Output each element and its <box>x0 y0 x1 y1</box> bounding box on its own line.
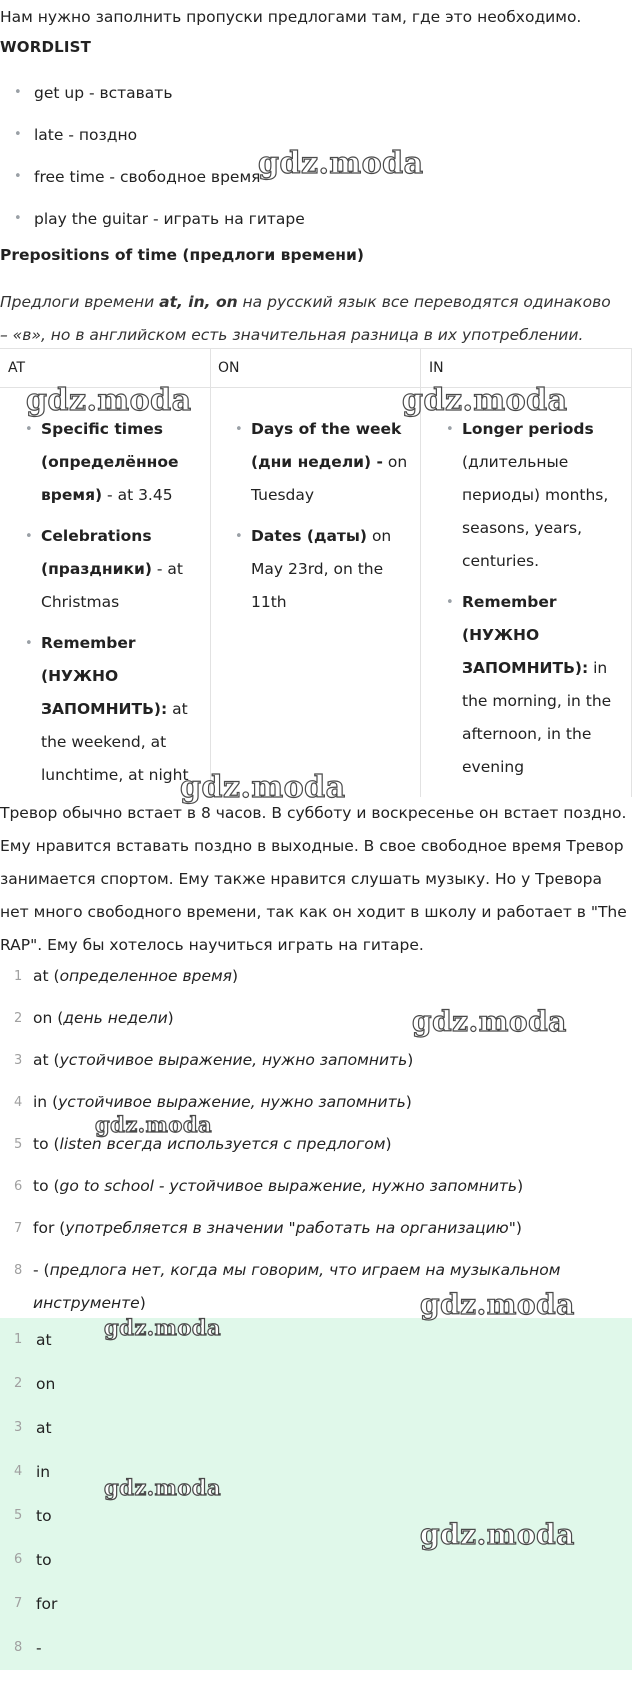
short-answer-value: to <box>36 1507 52 1525</box>
watermark: gdz.moda <box>412 1005 567 1038</box>
item-text: on Tuesday <box>251 453 408 504</box>
table-item <box>0 520 200 619</box>
short-answer-value: for <box>36 1595 58 1613</box>
table-item <box>210 413 410 512</box>
short-answer-item <box>0 1406 632 1450</box>
answer-explanation: употребляется в значении "работать на организацию" <box>65 1219 516 1237</box>
short-answer-value: in <box>36 1463 51 1481</box>
table-item <box>210 520 410 619</box>
wordlist-item: • play the guitar - играть на гитаре <box>0 208 305 250</box>
answer-item: 8 - (предлога нет, когда мы говорим, что играем на музыкальном инструменте) <box>0 1254 632 1320</box>
short-answer-item <box>0 1582 632 1626</box>
short-answer-item <box>0 1362 632 1406</box>
short-answer-value: on <box>36 1375 56 1393</box>
short-answer-item <box>0 1626 632 1670</box>
answer-number: 3 <box>14 1053 23 1068</box>
answer-word: - <box>33 1261 39 1279</box>
watermark: gdz.moda <box>420 1288 575 1321</box>
short-answer-number: 4 <box>14 1464 23 1479</box>
item-bold: Specific times (определённое время) <box>41 420 179 504</box>
answer-word: on <box>33 1009 53 1027</box>
table-column-on <box>210 349 421 797</box>
intro-text: Нам нужно заполнить пропуски предлогами там, где это необходимо. <box>0 8 582 26</box>
answer-word: to <box>33 1135 49 1153</box>
answer-number: 5 <box>14 1137 23 1152</box>
answer-explanation: go to school - устойчивое выражение, нужно запомнить <box>59 1177 518 1195</box>
answer-item: 4 in (устойчивое выражение, нужно запомнить) <box>0 1086 632 1128</box>
answer-item: 7 for (употребляется в значении "работать на организацию") <box>0 1212 632 1254</box>
answer-item: 2 on (день недели) <box>0 1002 632 1044</box>
item-bold: Dates (даты) <box>251 527 368 545</box>
item-text: - at Christmas <box>41 560 183 611</box>
short-answer-value: - <box>36 1639 42 1657</box>
note-pre: Предлоги времени <box>0 293 160 311</box>
answer-item: 1 at (определенное время) <box>0 960 632 1002</box>
short-answers <box>0 1318 632 1670</box>
table-item <box>0 627 200 792</box>
short-answer-value: to <box>36 1551 52 1569</box>
short-answer-number: 7 <box>14 1596 23 1611</box>
answer-explanation: listen всегда используется с предлогом <box>59 1135 386 1153</box>
watermark: gdz.moda <box>258 146 424 181</box>
short-answer-number: 2 <box>14 1376 23 1391</box>
short-answer-value: at <box>36 1331 52 1349</box>
story-text: Тревор обычно встает в 8 часов. В субботу и воскресенье он встает поздно. Ему нравится вставать поздно в выходные. В свое свободное время Тревор занимается спортом. Ему также нравится слушать музыку. Но у Тревора нет много свободного времени, так как он ходит в школу и работает в "The RAP". Ему бы хотелось научиться играть на гитаре. <box>0 804 627 954</box>
table-cell-in <box>421 413 621 792</box>
answer-word: in <box>33 1093 48 1111</box>
answer-item: 3 at (устойчивое выражение, нужно запомнить) <box>0 1044 632 1086</box>
table-header-on: ON <box>218 360 240 376</box>
answer-explanation: предлога нет, когда мы говорим, что играем на музыкальном инструменте <box>33 1261 561 1312</box>
watermark: gdz.moda <box>104 1315 222 1340</box>
watermark: gdz.moda <box>420 1518 575 1551</box>
watermark: gdz.moda <box>26 383 192 418</box>
table-cell-on <box>210 413 410 627</box>
answer-item: 6 to (go to school - устойчивое выражение, нужно запомнить) <box>0 1170 632 1212</box>
wordlist-item: • get up - вставать <box>0 82 305 124</box>
answer-word: at <box>33 967 49 985</box>
note-words: at, in, on <box>159 293 238 311</box>
watermark: gdz.moda <box>402 383 568 418</box>
item-bold: Longer periods <box>462 420 594 438</box>
short-answer-number: 3 <box>14 1420 23 1435</box>
item-bold: Remember (НУЖНО ЗАПОМНИТЬ): <box>41 634 168 718</box>
answer-word: to <box>33 1177 49 1195</box>
wordlist-title: WORDLIST <box>0 38 92 56</box>
short-answer-value: at <box>36 1419 52 1437</box>
short-answer-item <box>0 1450 632 1494</box>
short-answer-number: 5 <box>14 1508 23 1523</box>
prepositions-note <box>0 286 620 352</box>
short-answer-number: 8 <box>14 1640 23 1655</box>
answer-number: 1 <box>14 969 23 984</box>
answer-word: at <box>33 1051 49 1069</box>
answer-number: 7 <box>14 1221 23 1236</box>
table-item <box>421 413 621 578</box>
answer-explanation: устойчивое выражение, нужно запомнить <box>58 1093 406 1111</box>
table-item <box>0 413 200 512</box>
prepositions-title: Prepositions of time (предлоги времени) <box>0 246 364 264</box>
item-text: - at 3.45 <box>102 486 173 504</box>
answer-number: 8 <box>14 1263 23 1278</box>
wordlist-item: • free time - свободное время <box>0 166 305 208</box>
watermark: gdz.moda <box>180 770 346 805</box>
answer-number: 4 <box>14 1095 23 1110</box>
item-text: on May 23rd, on the 11th <box>251 527 392 611</box>
table-cell-at <box>0 413 200 800</box>
short-answer-item <box>0 1318 632 1362</box>
table-header-at: AT <box>8 360 26 376</box>
item-text: at the weekend, at lunchtime, at night <box>41 700 189 784</box>
answer-explanation: день недели <box>63 1009 168 1027</box>
wordlist-item: • late - поздно <box>0 124 305 166</box>
item-bold: Days of the week (дни недели) - <box>251 420 402 471</box>
item-bold: Remember (НУЖНО ЗАПОМНИТЬ): <box>462 593 589 677</box>
item-bold: Celebrations (праздники) <box>41 527 152 578</box>
answer-word: for <box>33 1219 55 1237</box>
short-answer-number: 6 <box>14 1552 23 1567</box>
note-post: на русский язык все переводятся одинаково – «в», но в английском есть значительная разница в их употреблении. <box>0 293 611 344</box>
short-answer-number: 1 <box>14 1332 23 1347</box>
table-item <box>421 586 621 784</box>
item-text: in the morning, in the afternoon, in the evening <box>462 659 612 776</box>
answer-explanation: определенное время <box>59 967 232 985</box>
answer-item: 5 to (listen всегда используется с предлогом) <box>0 1128 632 1170</box>
answer-explanation: устойчивое выражение, нужно запомнить <box>59 1051 408 1069</box>
table-header-in: IN <box>429 360 444 376</box>
watermark: gdz.moda <box>104 1475 222 1500</box>
watermark: gdz.moda <box>95 1112 213 1137</box>
answer-number: 6 <box>14 1179 23 1194</box>
answer-number: 2 <box>14 1011 23 1026</box>
item-text: (длительные периоды) months, seasons, years, centuries. <box>462 453 609 570</box>
